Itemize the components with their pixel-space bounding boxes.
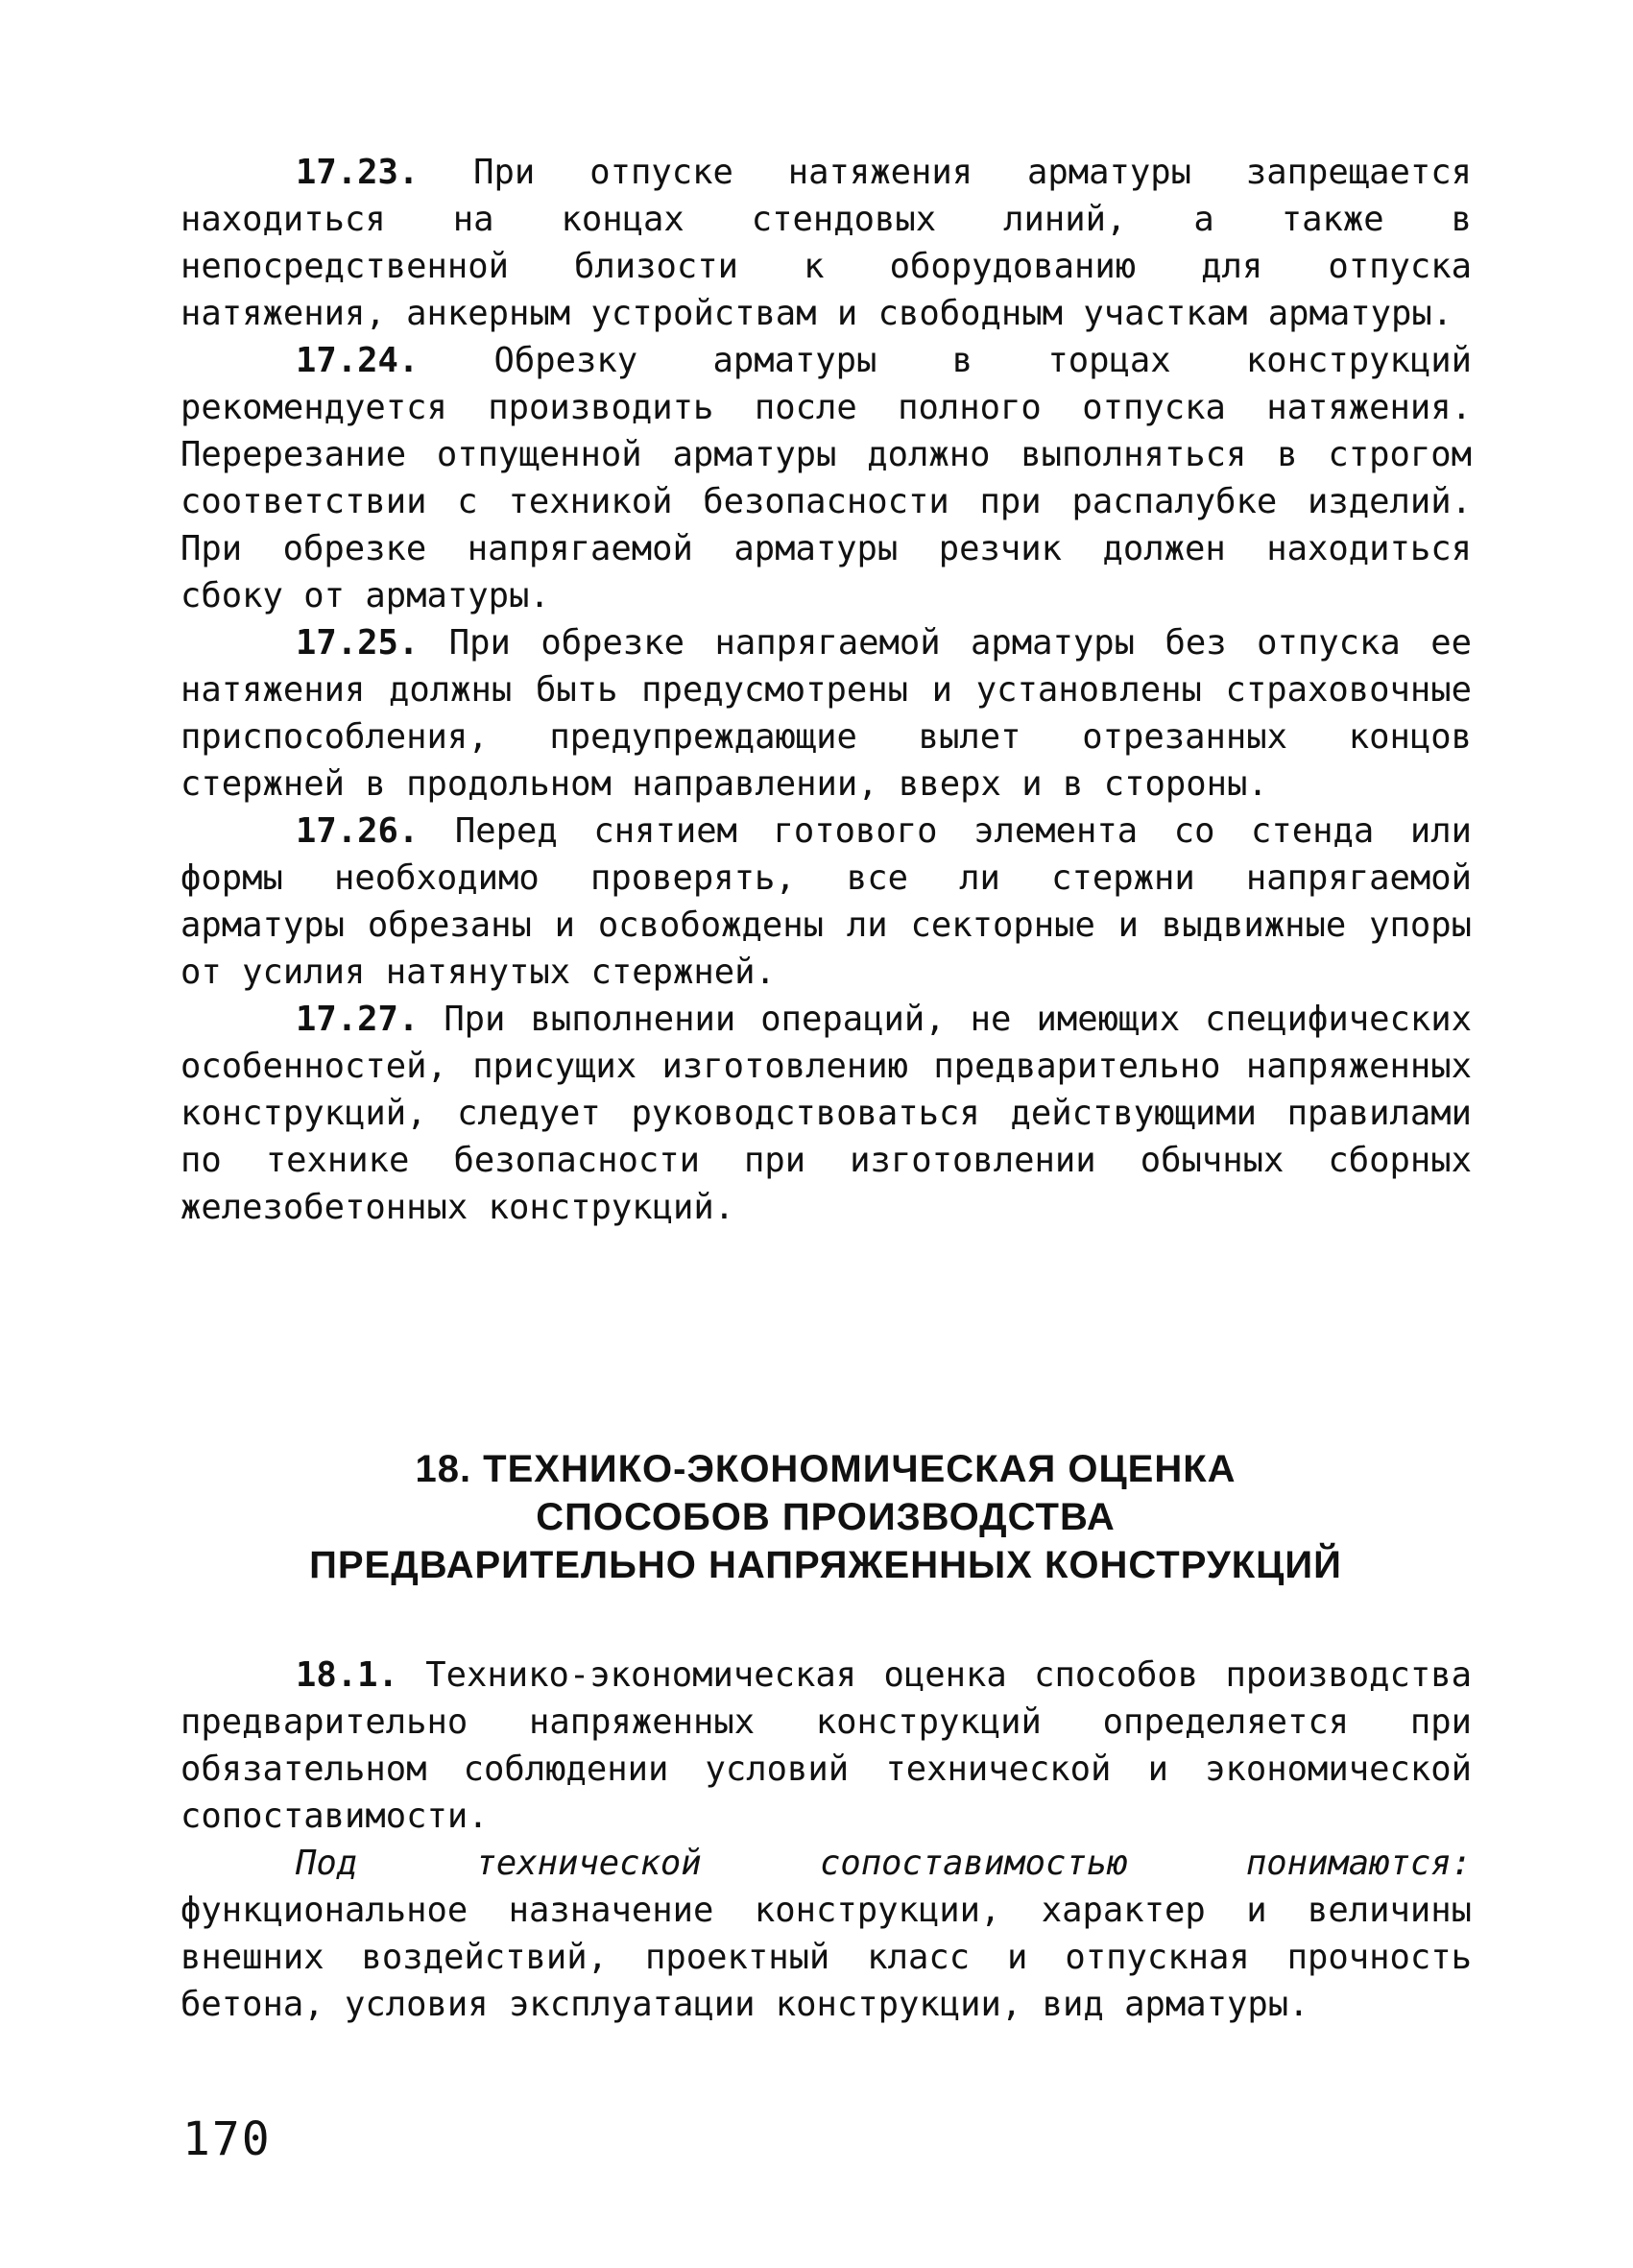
paragraph-number: 17.25. xyxy=(296,623,420,663)
evaluation-section-body xyxy=(180,1652,1472,2028)
section-heading xyxy=(144,1445,1507,1589)
paragraph-number: 17.26. xyxy=(296,811,420,851)
section-heading-line-3: ПРЕДВАРИТЕЛЬНО НАПРЯЖЕННЫХ КОНСТРУКЦИЙ xyxy=(309,1544,1342,1586)
paragraph-17-23 xyxy=(180,149,1472,337)
paragraph-text: Перед снятием готового элемента со стенда или формы необходимо проверять, все ли стержни напрягаемой арматуры обрезаны и освобождены ли секторные и выдвижные упоры от усилия натянутых стержней. xyxy=(180,811,1473,992)
paragraph-text: функциональное назначение конструкции, характер и величины внешних воздействий, проектный класс и отпускная прочность бетона, условия эксплуатации конструкции, вид арматуры. xyxy=(180,1891,1472,2024)
emphasis-text: Под технической сопоставимостью понимаются: xyxy=(296,1844,1472,1883)
page-number: 170 xyxy=(182,2112,272,2166)
paragraph-17-24 xyxy=(180,337,1472,619)
paragraph-17-27 xyxy=(180,996,1472,1231)
paragraph-17-25 xyxy=(180,619,1472,808)
safety-section-body xyxy=(180,149,1472,1231)
paragraph-text: При выполнении операций, не имеющих специфических особенностей, присущих изготовлению предварительно напряженных конструкций, следует руководствоваться действующими правилами по технике безопасности при изготовлении обычных сборных железобетонных конструкций. xyxy=(180,1000,1472,1227)
section-heading-line-2: СПОСОБОВ ПРОИЗВОДСТВА xyxy=(536,1496,1116,1538)
paragraph-17-26 xyxy=(180,808,1472,996)
paragraph-technical-comparability xyxy=(180,1840,1472,2028)
paragraph-text: При отпуске натяжения арматуры запрещается находиться на концах стендовых линий, а также в непосредственной близости к оборудованию для отпуска натяжения, анкерным устройствам и свободным участкам арматуры. xyxy=(180,153,1472,333)
section-heading-line-1: 18. ТЕХНИКО-ЭКОНОМИЧЕСКАЯ ОЦЕНКА xyxy=(415,1448,1237,1490)
paragraph-text: Обрезку арматуры в торцах конструкций рекомендуется производить после полного отпуска натяжения. Перерезание отпущенной арматуры должно выполняться в строгом соответствии с техникой безопасности при распалубке изделий. При обрезке напрягаемой арматуры резчик должен находиться сбоку от арматуры. xyxy=(180,341,1473,615)
paragraph-number: 18.1. xyxy=(296,1655,398,1695)
paragraph-number: 17.24. xyxy=(296,341,420,380)
paragraph-number: 17.27. xyxy=(296,1000,420,1039)
paragraph-text: Технико-экономическая оценка способов производства предварительно напряженных конструкций определяется при обязательном соблюдении условий технической и экономической сопоставимости. xyxy=(180,1655,1473,1836)
paragraph-18-1 xyxy=(180,1652,1472,1840)
paragraph-text: При обрезке напрягаемой арматуры без отпуска ее натяжения должны быть предусмотрены и установлены страховочные приспособления, предупреждающие вылет отрезанных концов стержней в продольном направлении, вверх и в стороны. xyxy=(180,623,1472,804)
paragraph-number: 17.23. xyxy=(296,153,420,192)
